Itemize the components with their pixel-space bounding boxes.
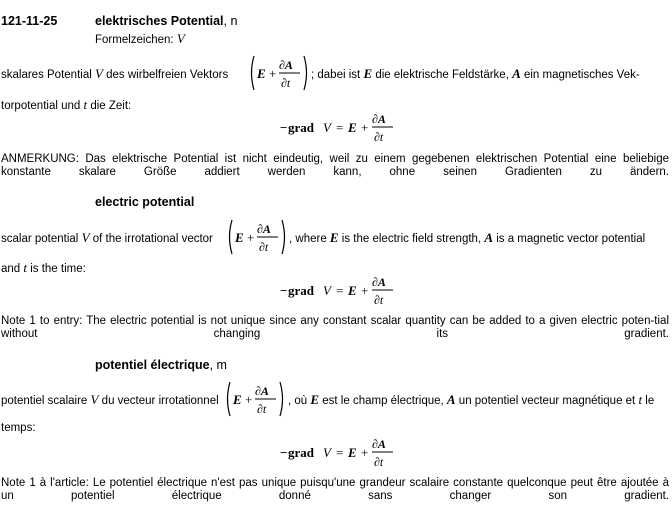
def-en-symbol-t: t (23, 260, 28, 275)
def-fr-text-1: potentiel scalaire (1, 395, 88, 407)
def-fr-symbol-t: t (638, 392, 643, 407)
expr-fr-dt: ∂t (257, 402, 267, 416)
def-en-text-2: of the irrotational vector (92, 233, 213, 245)
formula-fr-V: V (323, 445, 331, 460)
formula-fr-minus: − (280, 445, 288, 460)
def-en-symbol-E: E (329, 230, 339, 245)
def-fr-symbol-V: V (90, 392, 99, 407)
formula-fr-E: E (348, 445, 357, 460)
def-fr-symbol-A: A (446, 392, 456, 407)
symbol-line-de (95, 31, 185, 47)
formula-en-dt: ∂t (374, 293, 384, 307)
def-en-line1-left (1, 230, 213, 246)
term-de: elektrisches Potential (95, 14, 224, 28)
heading-de (95, 14, 237, 28)
gender-fr: , m (209, 358, 227, 372)
formula-de-dt: ∂t (374, 130, 384, 144)
formula-de-minus: − (280, 120, 288, 135)
formula-en-E: E (348, 283, 357, 298)
def-de-line1-right (311, 66, 640, 82)
formula-de-dA: ∂A (372, 112, 386, 126)
formula-en-plus: + (361, 283, 369, 298)
formula-fr-equals: = (336, 445, 344, 460)
def-en-line1-right (289, 230, 645, 246)
def-de-line1-left (1, 66, 228, 82)
term-fr: potentiel électrique (95, 358, 210, 372)
heading-fr (95, 358, 227, 372)
def-fr-text-5: un potentiel vecteur magnétique et (458, 395, 636, 407)
expr-de-E: E (257, 66, 266, 81)
formula-en-grad: grad (288, 283, 314, 298)
expr-de-plus: + (269, 66, 277, 81)
formula-de-grad: grad (288, 120, 314, 135)
def-fr-symbol-E: E (310, 392, 320, 407)
expr-de-dA: ∂A (279, 58, 293, 72)
def-en-text-3: , where (289, 233, 327, 245)
expr-fr-dA: ∂A (255, 384, 269, 398)
formula-en (280, 272, 400, 308)
def-en-symbol-V: V (81, 230, 90, 245)
def-en-text-4: is the electric field strength, (341, 233, 482, 245)
note-en: Note 1 to entry: The electric potential is not unique since any constant scalar quantity can be added to a given electric poten-tial without changing its gradient. (1, 315, 669, 340)
symbol-label-de: Formelzeichen: (95, 34, 174, 46)
expr-fr-plus: + (245, 392, 253, 407)
note-fr: Note 1 à l'article: Le potentiel électrique n'est pas unique puisqu'une grandeur scalaire constante quelconque peut être ajoutée à un potentiel électrique donné sans changer son gradient. (1, 477, 669, 502)
def-de-symbol-V: V (94, 66, 103, 81)
def-fr-text-le: le (645, 395, 655, 407)
expr-fr-E: E (233, 392, 242, 407)
def-en-text-1: scalar potential (1, 233, 79, 245)
formula-de-plus: + (361, 120, 369, 135)
def-fr-vector-expression (224, 380, 286, 418)
expr-en-E: E (235, 230, 244, 245)
formula-de-equals: = (336, 120, 344, 135)
expr-en-dt: ∂t (259, 240, 269, 254)
formula-de (280, 109, 400, 145)
def-de-text-3: ; dabei ist (311, 69, 361, 81)
formula-fr-dt: ∂t (374, 455, 384, 469)
def-en-text-6: and (1, 263, 21, 275)
def-de-vector-expression (248, 54, 310, 92)
def-de-symbol-E: E (363, 66, 373, 81)
def-de-text-7: die Zeit: (90, 100, 132, 112)
formula-de-V: V (323, 120, 331, 135)
formula-en-dA: ∂A (372, 275, 386, 289)
formula-fr-grad: grad (288, 445, 314, 460)
def-fr-text-3: , où (288, 395, 308, 407)
def-de-symbol-t: t (83, 97, 88, 112)
def-de-text-2: des wirbelfreien Vektors (106, 69, 229, 81)
def-de-text-4: die elektrische Feldstärke, (375, 69, 509, 81)
term-en: electric potential (95, 195, 195, 209)
expr-de-dt: ∂t (281, 76, 291, 90)
formula-fr-dA: ∂A (372, 437, 386, 451)
expr-en-dA: ∂A (257, 222, 271, 236)
formula-en-equals: = (336, 283, 344, 298)
formula-fr (280, 434, 400, 470)
def-de-text-5: ein magnetisches Vek- (523, 69, 640, 81)
expr-en-plus: + (247, 230, 255, 245)
def-fr-text-2: du vecteur irrotationnel (101, 395, 219, 407)
formula-en-minus: − (280, 283, 288, 298)
def-de-line2 (1, 97, 131, 113)
def-fr-text-4: est le champ électrique, (322, 395, 444, 407)
entry-id: 121-11-25 (1, 14, 58, 28)
def-en-symbol-A: A (484, 230, 494, 245)
def-fr-line2: temps: (1, 422, 36, 434)
def-en-text-5: is a magnetic vector potential (496, 233, 646, 245)
gender-de: , n (223, 14, 238, 28)
def-fr-line1-right (288, 392, 654, 408)
def-en-vector-expression (226, 218, 288, 256)
def-en-line2 (1, 260, 86, 276)
def-de-symbol-A: A (512, 66, 521, 81)
def-fr-line1-left (1, 392, 219, 408)
def-de-text-1: skalares Potential (1, 69, 92, 81)
formula-fr-plus: + (361, 445, 369, 460)
def-de-text-6: torpotential und (1, 100, 81, 112)
note-de: ANMERKUNG: Das elektrische Potential ist nicht eindeutig, weil zu einem gegebenen elektrischen Potential eine beliebige konstante skalare Größe addiert werden kann, ohne seinen Gradienten zu ändern. (1, 153, 669, 178)
symbol-value-de: V (176, 31, 185, 46)
formula-en-V: V (323, 283, 331, 298)
formula-de-E: E (348, 120, 357, 135)
def-en-text-7: is the time: (30, 263, 86, 275)
